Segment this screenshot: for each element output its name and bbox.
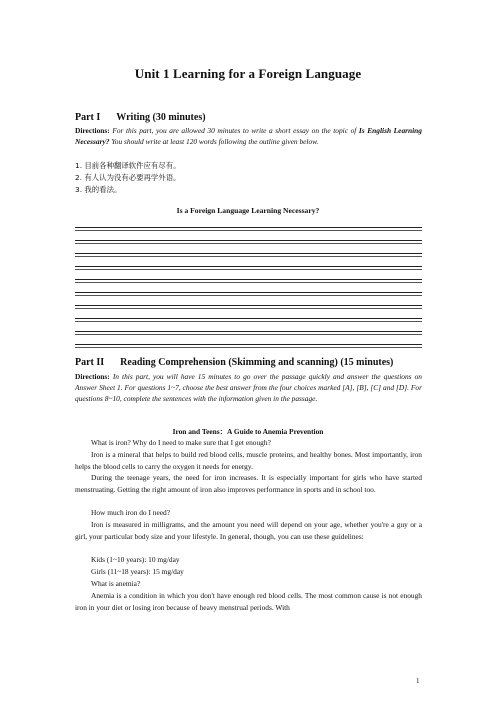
- passage-paragraph: Anemia is a condition in which you don't have enough red blood cells. The most common cause is not enough iron in your diet or losing iron because of heavy menstrual periods. With: [75, 591, 422, 612]
- outline-item-2: 2. 有人认为没有必要再学外语。: [75, 173, 181, 182]
- part1-label: Part I: [75, 112, 101, 123]
- part1-directions: [75, 125, 422, 147]
- writing-line: [75, 331, 422, 332]
- writing-line: [75, 227, 422, 228]
- writing-line: [75, 269, 422, 270]
- writing-line: [75, 305, 422, 306]
- part1-heading: [75, 112, 206, 123]
- part1-directions-label: Directions:: [75, 126, 110, 135]
- writing-line: [75, 253, 422, 254]
- part2-title: Reading Comprehension (Skimming and scanning) (15 minutes): [120, 357, 394, 368]
- essay-title: Is a Foreign Language Learning Necessary?: [176, 206, 320, 215]
- passage-paragraph: During the teenage years, the need for iron increases. It is especially important for girls who have started menstruating. Getting the right amount of iron also improves performance in sports and in school too.: [75, 473, 422, 494]
- part2-label: Part II: [75, 357, 105, 368]
- writing-line: [75, 282, 422, 283]
- passage-paragraph: Iron is a mineral that helps to build red blood cells, muscle proteins, and healthy bones. Most importantly, iron helps the blood cells to carry the oxygen it needs for energy.: [75, 450, 422, 471]
- writing-line: [75, 318, 422, 319]
- writing-line: [75, 334, 422, 335]
- part1-directions-text-a: For this part, you are allowed 30 minutes to write a short essay on the topic of: [109, 126, 359, 135]
- page-number: 1: [416, 677, 420, 685]
- writing-line: [75, 279, 422, 280]
- writing-line: [75, 308, 422, 309]
- unit-title: Unit 1 Learning for a Foreign Language: [134, 66, 362, 81]
- writing-line: [75, 295, 422, 296]
- passage-title: Iron and Teens：A Guide to Anemia Prevention: [172, 427, 324, 436]
- passage-question: What is anemia?: [91, 579, 141, 588]
- outline-item-1: 1. 目前各种翻译软件应有尽有。: [75, 161, 181, 170]
- writing-line: [75, 240, 422, 241]
- part2-directions-label: Directions:: [75, 372, 110, 381]
- part2-directions: [75, 371, 422, 405]
- writing-line: [75, 347, 422, 348]
- writing-line: [75, 266, 422, 267]
- writing-line: [75, 344, 422, 345]
- guideline-kids: Kids (1~10 years): 10 mg/day: [91, 555, 180, 564]
- writing-line: [75, 256, 422, 257]
- part1-directions-text-b: You should write at least 120 words following the outline given below.: [109, 137, 319, 147]
- part1-directions-topic: Is English Learning Necessary?: [75, 126, 422, 147]
- writing-line: [75, 321, 422, 322]
- part1-title: Writing (30 minutes): [116, 112, 206, 123]
- writing-line: [75, 243, 422, 244]
- outline-item-3: 3. 我的看法。: [75, 185, 122, 194]
- part2-heading: [75, 357, 393, 368]
- part2-directions-text: In this part, you will have 15 minutes to go over the passage quickly and answer the questions on Answer Sheet 1. For questions 1~7, choose the best answer from the four choices marked [A], [B], [C] and [D]. For questions 8~10, complete the sentences with the information given in the passage.: [75, 372, 422, 404]
- passage-question: What is iron? Why do I need to make sure that I get enough?: [91, 438, 271, 447]
- guideline-girls: Girls (11~18 years): 15 mg/day: [91, 567, 184, 576]
- passage-paragraph: Iron is measured in milligrams, and the amount you need will depend on your age, whether you're a guy or a girl, your particular body size and your lifestyle. In general, though, you can use these guidelines:: [75, 520, 422, 541]
- passage-question: How much iron do I need?: [91, 508, 171, 517]
- writing-line: [75, 230, 422, 231]
- writing-line: [75, 292, 422, 293]
